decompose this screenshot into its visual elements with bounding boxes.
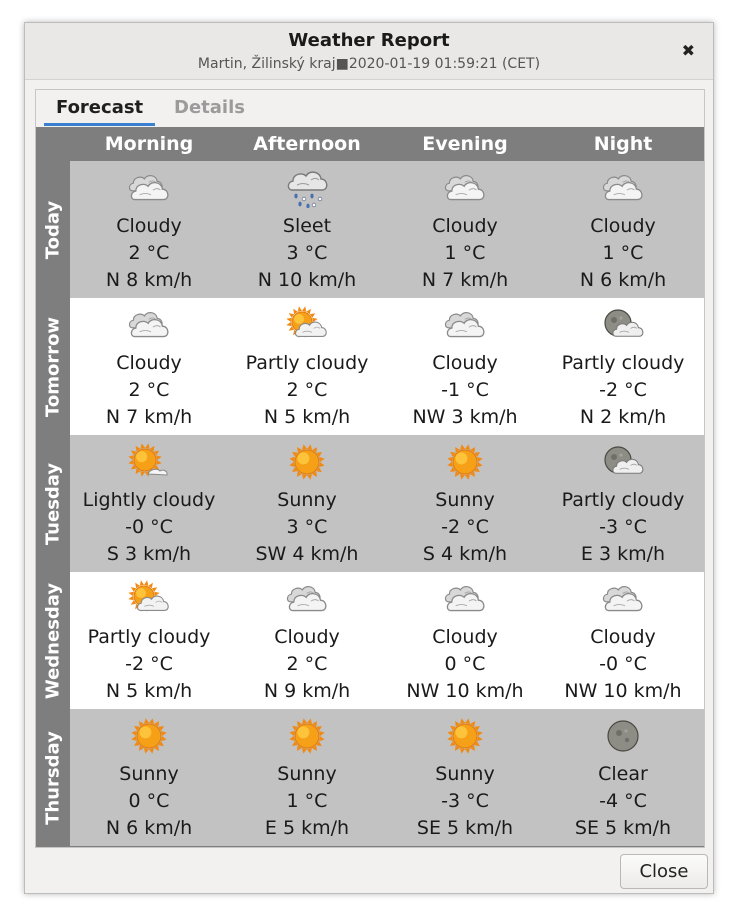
forecast-cell	[544, 709, 702, 846]
cloudy-icon	[126, 305, 172, 345]
cloudy-icon	[600, 168, 646, 208]
forecast-cell	[544, 161, 702, 298]
wind-label: N 5 km/h	[105, 680, 193, 702]
wind-label: E 3 km/h	[580, 543, 666, 565]
partly-cloudy-day-icon	[284, 305, 330, 345]
forecast-cell	[544, 298, 702, 435]
tab-forecast[interactable]: Forecast	[44, 97, 155, 126]
day-label-tomorrow	[36, 298, 70, 435]
wind-label: N 6 km/h	[105, 817, 193, 839]
day-label-text: Tuesday	[42, 462, 64, 545]
temperature-label: -3 °C	[599, 516, 647, 538]
condition-label: Clear	[598, 763, 648, 785]
forecast-cell	[70, 435, 228, 572]
forecast-cell	[228, 709, 386, 846]
partly-cloudy-night-icon	[600, 305, 646, 345]
day-label-text: Thursday	[42, 730, 64, 825]
close-window-icon[interactable]: ✖	[681, 41, 695, 60]
condition-label: Sunny	[119, 763, 179, 785]
temperature-label: 1 °C	[444, 242, 486, 264]
forecast-cell	[228, 435, 386, 572]
wind-label: N 2 km/h	[579, 406, 667, 428]
window-subtitle: Martin, Žilinský kraj■2020-01-19 01:59:21 (CET)	[197, 56, 541, 72]
sunny-icon	[284, 442, 330, 482]
temperature-label: 2 °C	[286, 379, 328, 401]
day-label-today	[36, 161, 70, 298]
temperature-label: 0 °C	[128, 790, 170, 812]
forecast-cell	[386, 709, 544, 846]
wind-label: N 10 km/h	[257, 269, 357, 291]
temperature-label: -4 °C	[599, 790, 647, 812]
forecast-cell	[386, 298, 544, 435]
condition-label: Sunny	[435, 763, 495, 785]
condition-label: Cloudy	[116, 352, 182, 374]
cloudy-icon	[284, 579, 330, 619]
forecast-cell	[70, 161, 228, 298]
tab-bar	[36, 90, 704, 126]
temperature-label: -1 °C	[441, 379, 489, 401]
wind-label: N 7 km/h	[105, 406, 193, 428]
close-button[interactable]: Close	[620, 854, 708, 889]
forecast-cell	[228, 161, 386, 298]
clear-night-icon	[600, 716, 646, 756]
window-title: Weather Report	[288, 30, 450, 51]
weather-report-dialog	[24, 22, 714, 894]
wind-label: NW 10 km/h	[564, 680, 682, 702]
forecast-cell	[386, 161, 544, 298]
temperature-label: 1 °C	[286, 790, 328, 812]
forecast-cell	[70, 709, 228, 846]
day-label-text: Tomorrow	[42, 316, 64, 417]
wind-label: NW 3 km/h	[412, 406, 518, 428]
forecast-row	[70, 572, 704, 709]
condition-label: Cloudy	[274, 626, 340, 648]
wind-label: S 4 km/h	[422, 543, 508, 565]
partly-cloudy-night-icon	[600, 442, 646, 482]
condition-label: Cloudy	[432, 352, 498, 374]
temperature-label: 3 °C	[286, 242, 328, 264]
condition-label: Cloudy	[590, 626, 656, 648]
wind-label: N 7 km/h	[421, 269, 509, 291]
wind-label: N 6 km/h	[579, 269, 667, 291]
temperature-label: 2 °C	[128, 242, 170, 264]
forecast-cell	[386, 572, 544, 709]
wind-label: SE 5 km/h	[574, 817, 672, 839]
temperature-label: 1 °C	[602, 242, 644, 264]
tab-details[interactable]: Details	[174, 97, 245, 118]
condition-label: Sunny	[277, 489, 337, 511]
day-label-text: Today	[42, 200, 64, 259]
temperature-label: -2 °C	[599, 379, 647, 401]
column-header-morning: Morning	[104, 133, 194, 155]
cloudy-icon	[126, 168, 172, 208]
temperature-label: -0 °C	[125, 516, 173, 538]
wind-label: S 3 km/h	[106, 543, 192, 565]
temperature-label: 3 °C	[286, 516, 328, 538]
forecast-cell	[544, 435, 702, 572]
condition-label: Partly cloudy	[561, 352, 685, 374]
condition-label: Lightly cloudy	[82, 489, 216, 511]
cloudy-icon	[442, 168, 488, 208]
lightly-cloudy-day-icon	[126, 442, 172, 482]
sunny-icon	[126, 716, 172, 756]
temperature-label: 0 °C	[444, 653, 486, 675]
sunny-icon	[442, 442, 488, 482]
column-header-afternoon: Afternoon	[253, 133, 361, 155]
column-header-night: Night	[593, 133, 653, 155]
condition-label: Partly cloudy	[245, 352, 369, 374]
forecast-cell	[386, 435, 544, 572]
condition-label: Cloudy	[116, 215, 182, 237]
wind-label: E 5 km/h	[264, 817, 350, 839]
condition-label: Cloudy	[590, 215, 656, 237]
condition-label: Partly cloudy	[87, 626, 211, 648]
day-label-text: Wednesday	[42, 582, 64, 699]
forecast-row	[70, 298, 704, 435]
condition-label: Cloudy	[432, 626, 498, 648]
partly-cloudy-day-icon	[126, 579, 172, 619]
sleet-icon	[284, 168, 330, 208]
forecast-cell	[70, 572, 228, 709]
wind-label: SE 5 km/h	[416, 817, 514, 839]
condition-label: Sunny	[435, 489, 495, 511]
sunny-icon	[284, 716, 330, 756]
forecast-cell	[228, 572, 386, 709]
wind-label: SW 4 km/h	[255, 543, 359, 565]
cloudy-icon	[442, 579, 488, 619]
day-label-wednesday	[36, 572, 70, 709]
forecast-cell	[70, 298, 228, 435]
temperature-label: 2 °C	[286, 653, 328, 675]
wind-label: N 8 km/h	[105, 269, 193, 291]
wind-label: N 9 km/h	[263, 680, 351, 702]
temperature-label: -2 °C	[125, 653, 173, 675]
temperature-label: -3 °C	[441, 790, 489, 812]
forecast-grid	[36, 127, 704, 847]
condition-label: Sunny	[277, 763, 337, 785]
forecast-row	[70, 435, 704, 572]
notebook	[35, 89, 705, 848]
cloudy-icon	[442, 305, 488, 345]
condition-label: Sleet	[282, 215, 332, 237]
condition-label: Cloudy	[432, 215, 498, 237]
temperature-label: -0 °C	[599, 653, 647, 675]
wind-label: N 5 km/h	[263, 406, 351, 428]
column-header-evening: Evening	[422, 133, 508, 155]
cloudy-icon	[600, 579, 646, 619]
forecast-cell	[544, 572, 702, 709]
forecast-cell	[228, 298, 386, 435]
temperature-label: -2 °C	[441, 516, 489, 538]
day-label-thursday	[36, 709, 70, 846]
day-label-tuesday	[36, 435, 70, 572]
sunny-icon	[442, 716, 488, 756]
wind-label: NW 10 km/h	[406, 680, 524, 702]
forecast-row	[70, 161, 704, 298]
titlebar	[25, 23, 713, 80]
temperature-label: 2 °C	[128, 379, 170, 401]
forecast-row	[70, 709, 704, 846]
condition-label: Partly cloudy	[561, 489, 685, 511]
